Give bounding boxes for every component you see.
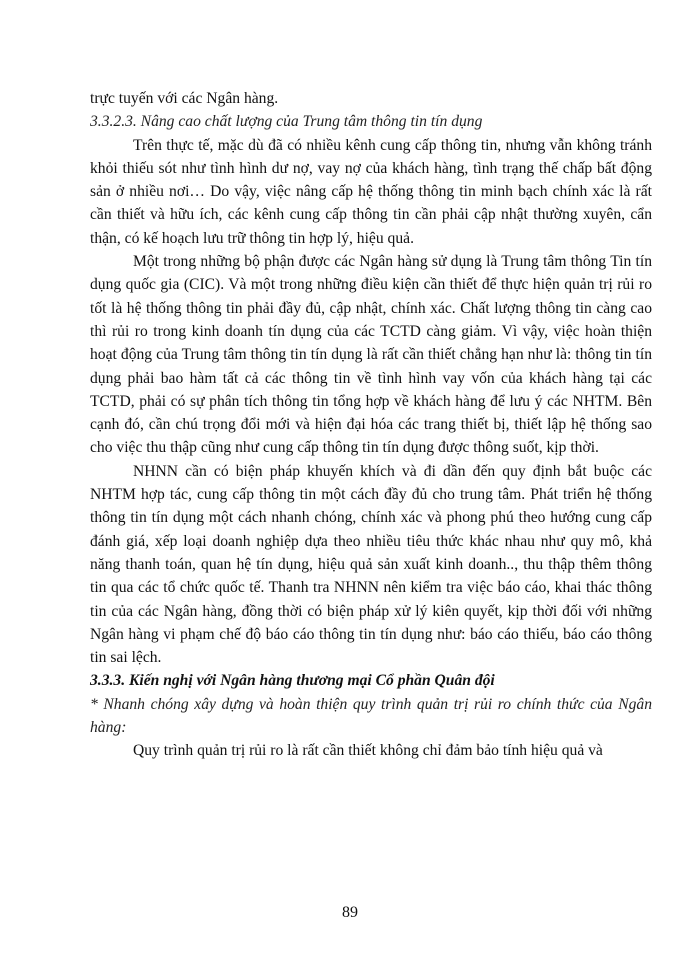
paragraph-nhnn-measures: NHNN cần có biện pháp khuyến khích và đi dần đến quy định bắt buộc các NHTM hợp tác, cung cấp thông tin một cách đầy đủ cho trung tâm. Phát triển hệ thống thông tin tín dụng một cách nhanh chóng, chính xác và phong phú theo hướng cung cấp đánh giá, xếp loại doanh nghiệp dựa theo nhiều tiêu thức khác nhau như quy mô, khả năng thanh toán, quan hệ tín dụng, hiệu quả sản xuất kinh doanh.., thu thập thêm thông tin qua các tổ chức quốc tế. Thanh tra NHNN nên kiểm tra việc báo cáo, khai thác thông tin của các Ngân hàng, đồng thời có biện pháp xử lý kiên quyết, kịp thời đối với những Ngân hàng vi phạm chế độ báo cáo thông tin tín dụng như: báo cáo thiếu, báo cáo thông tin sai lệch. <box>90 462 652 667</box>
page-body <box>90 87 652 763</box>
subheading-risk-process: * Nhanh chóng xây dựng và hoàn thiện quy trình quản trị rủi ro chính thức của Ngân hàng: <box>90 695 652 737</box>
section-heading-3-3-2-3: 3.3.2.3. Nâng cao chất lượng của Trung tâm thông tin tín dụng <box>90 113 483 131</box>
paragraph-information-channels: Trên thực tế, mặc dù đã có nhiều kênh cung cấp thông tin, nhưng vẫn không tránh khỏi thiếu sót như tình hình dư nợ, vay nợ của khách hàng, tình trạng thế chấp bất động sản ở nhiều nơi… Do vậy, việc nâng cấp hệ thống thông tin minh bạch chính xác là rất cần thiết và hữu ích, các kênh cung cấp thông tin cần phải cập nhật thường xuyên, cẩn thận, có kế hoạch lưu trữ thông tin hợp lý, hiệu quả. <box>90 136 652 247</box>
paragraph-cic-center: Một trong những bộ phận được các Ngân hàng sử dụng là Trung tâm thông Tin tín dụng quốc gia (CIC). Và một trong những điều kiện cần thiết để thực hiện quản trị rủi ro tốt là hệ thống thông tin phải đầy đủ, cập nhật, chính xác. Chất lượng thông tin càng cao thì rủi ro trong kinh doanh tín dụng của các TCTD càng giảm. Vì vậy, việc hoàn thiện hoạt động của Trung tâm thông tin tín dụng là rất cần thiết chẳng hạn như là: thông tin tín dụng phải bao hàm tất cả các thông tin về tình hình vay vốn của khách hàng tại các TCTD, phải có sự phân tích thông tin tổng hợp về khách hàng để lưu ý các NHTM. Bên cạnh đó, cần chú trọng đổi mới và hiện đại hóa các trang thiết bị, thiết lập hệ thống sao cho việc thu thập cũng như cung cấp thông tin tín dụng được thông suốt, kịp thời. <box>90 253 652 457</box>
section-heading-3-3-3: 3.3.3. Kiến nghị với Ngân hàng thương mại Cổ phần Quân đội <box>90 672 495 690</box>
page-number: 89 <box>342 904 358 921</box>
paragraph-risk-process: Quy trình quản trị rủi ro là rất cần thiết không chỉ đảm bảo tính hiệu quả và <box>133 742 603 760</box>
paragraph-continuation: trực tuyến với các Ngân hàng. <box>90 90 279 107</box>
